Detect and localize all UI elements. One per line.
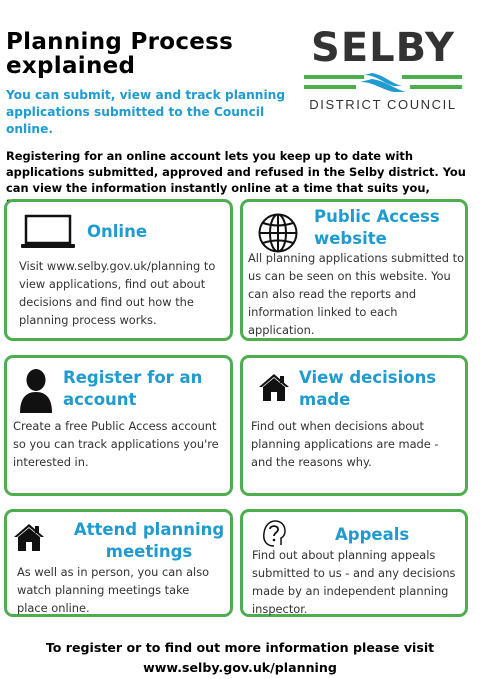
card-text-public-access: All planning applications submitted to us can be seen on this website. You can also read the reports and information linked to each application.: [248, 251, 465, 337]
card-text-register: Create a free Public Access account so you can track applications you're interested in.: [13, 419, 219, 469]
intro-text: Registering for an online account lets you keep up to date with applications submitted, approved and refused in the Selby district. You can view the information instantly online at a time that suits you,: [6, 149, 466, 195]
card-view-decisions: [240, 355, 468, 496]
card-online: [4, 199, 233, 341]
title-line-1: Planning Process: [6, 29, 234, 55]
title-line-2: explained: [6, 53, 136, 79]
laptop-icon: [20, 214, 76, 250]
logo-subtext: DISTRICT COUNCIL: [309, 97, 457, 112]
card-text-attend-meetings: As well as in person, you can also watch planning meetings take place online.: [17, 565, 210, 615]
card-title-line-1: Register for an: [63, 368, 203, 387]
card-text-appeals: Find out about planning appeals submitted to us - and any decisions made by an independent planning inspector.: [252, 548, 456, 616]
card-attend-meetings: [4, 509, 233, 617]
footer-link[interactable]: www.selby.gov.uk/planning: [143, 660, 337, 675]
card-title-public-access: [314, 206, 440, 250]
footer: [0, 638, 480, 678]
card-text-view-decisions: Find out when decisions about planning applications are made - and the reasons why.: [251, 419, 439, 469]
card-title-online: Online: [87, 222, 148, 241]
card-title-line-1: Attend planning: [73, 520, 225, 539]
card-title-line-1: Public Access: [314, 207, 440, 226]
card-title-line-2: meetings: [105, 542, 193, 561]
house-icon: [13, 522, 45, 552]
question-head-icon: [261, 519, 287, 549]
card-appeals: [240, 509, 468, 617]
card-text-online: Visit www.selby.gov.uk/planning to view applications, find out about decisions and find out how the planning process works.: [19, 259, 216, 327]
logo-wordmark: SELBY: [311, 25, 455, 71]
card-title-line-1: View decisions: [299, 368, 437, 387]
card-title-line-2: website: [314, 229, 387, 248]
card-title-view-decisions: [299, 367, 436, 411]
footer-line-1: To register or to find out more information please visit: [45, 640, 435, 655]
house-icon: [258, 372, 290, 402]
card-title-line-2: made: [299, 390, 351, 409]
page-title: [6, 30, 296, 78]
card-title-line-2: account: [63, 390, 137, 409]
selby-logo: [302, 26, 464, 118]
card-title-register: [63, 367, 202, 411]
person-icon: [19, 368, 53, 414]
card-register: [4, 355, 233, 496]
subtitle: You can submit, view and track planning applications submitted to the Council online.: [6, 88, 286, 136]
globe-icon: [257, 212, 299, 254]
card-public-access: [240, 199, 468, 341]
card-title-appeals: Appeals: [335, 525, 410, 544]
card-title-attend-meetings: [69, 519, 229, 563]
